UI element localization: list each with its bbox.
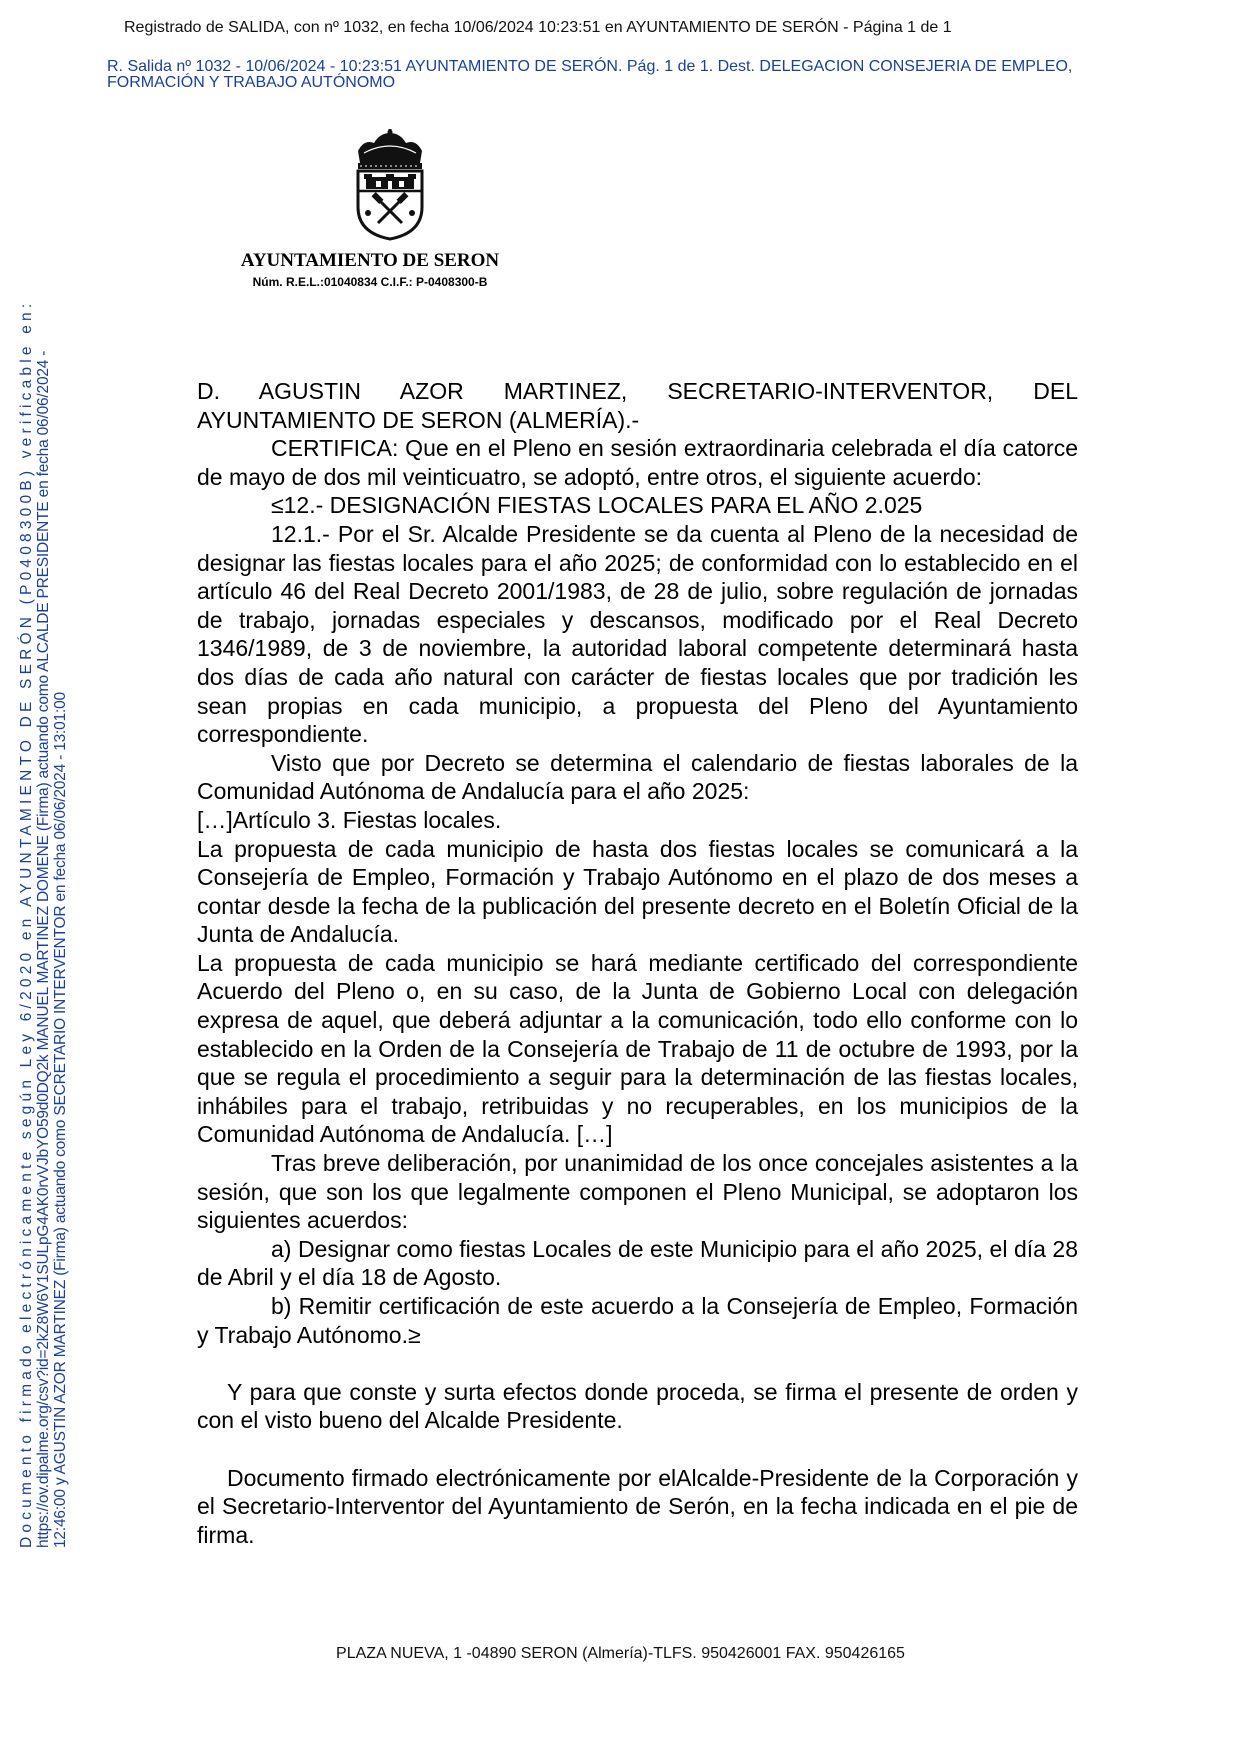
deliberacion-paragraph: Tras breve deliberación, por unanimidad de los once concejales asistentes a la sesión, que son los que legalmente componen el Pleno Municipal, se adoptaron los siguientes acuerdos:	[197, 1150, 1078, 1234]
verification-stamp	[18, 198, 69, 1548]
certifica-paragraph	[197, 434, 1078, 491]
verification-line-1: Documento firmado electrónicamente según Ley 6/2020 en AYUNTAMIENTO DE SERÓN (P0408300B) verificable en:	[18, 299, 35, 1548]
certificate-body	[197, 377, 1078, 1549]
registry-header: Registrado de SALIDA, con nº 1032, en fecha 10/06/2024 10:23:51 en AYUNTAMIENTO DE SERÓN - Página 1 de 1	[124, 19, 952, 36]
paragraph-12-1: 12.1.- Por el Sr. Alcalde Presidente se da cuenta al Pleno de la necesidad de designar las fiestas locales para el año 2025; de conformidad con lo establecido en el artículo 46 del Real Decreto 2001/1983, de 28 de julio, sobre regulación de jornadas de trabajo, jornadas especiales y descansos, modificado por el Real Decreto 1346/1989, de 3 de noviembre, la autoridad laboral competente determinará hasta dos días de cada año natural con carácter de fiestas locales que por tradición les sean propias en cada municipio, a propuesta del Pleno del Ayuntamiento correspondiente.	[197, 520, 1078, 748]
organization-name: AYUNTAMIENTO DE SERON	[240, 250, 500, 271]
articulo-heading: […]Artículo 3. Fiestas locales.	[197, 806, 502, 833]
acuerdo-b: b) Remitir certificación de este acuerdo a la Consejería de Empleo, Formación y Trabajo Autónomo.≥	[197, 1293, 1078, 1348]
verification-line-2: https://ov.dipalme.org/csv?id=2kZ8W6V1SULpG4AK0rvVJbYO59d0DQ2k MANUEL MARTINEZ DOMENE (Firma) actuando como ALCALDE PRESIDENTE en fecha 06/06/2024 -	[35, 350, 52, 1548]
intro-paragraph: D. AGUSTIN AZOR MARTINEZ, SECRETARIO-INTERVENTOR, DEL AYUNTAMIENTO DE SERON (ALMERÍA).-	[197, 378, 1078, 433]
visto-paragraph: Visto que por Decreto se determina el calendario de fiestas laborales de la Comunidad Autónoma de Andalucía para el año 2025:	[197, 749, 1078, 805]
certifica-text: Que en el Pleno en sesión extraordinaria celebrada el día catorce de mayo de dos mil veinticuatro, se adoptó, entre otros, el siguiente acuerdo:	[197, 435, 1078, 490]
salida-stamp: R. Salida nº 1032 - 10/06/2024 - 10:23:51 AYUNTAMIENTO DE SERÓN. Pág. 1 de 1. Dest. DELEGACION CONSEJERIA DE EMPLEO, FORMACIÓN Y TRABAJO AUTÓNOMO	[107, 58, 1073, 91]
signature-note: Documento firmado electrónicamente por elAlcalde-Presidente de la Corporación y el Secretario-Interventor del Ayuntamiento de Serón, en la fecha indicada en el pie de firma.	[197, 1464, 1078, 1548]
closing-paragraph: Y para que conste y surta efectos donde proceda, se firma el presente de orden y con el visto bueno del Alcalde Presidente.	[197, 1378, 1078, 1434]
propuesta-paragraph-2: La propuesta de cada municipio se hará mediante certificado del correspondiente Acuerdo del Pleno o, en su caso, de la Junta de Gobierno Local con delegación expresa de aquel, que deberá adjuntar a la comunicación, todo ello conforme con lo establecido en la Orden de la Consejería de Trabajo de 11 de octubre de 1993, por la que se regula el procedimiento a seguir para la determinación de las fiestas locales, inhábiles para el trabajo, retribuidas y no recuperables, en los municipios de la Comunidad Autónoma de Andalucía. […]	[197, 949, 1078, 1148]
propuesta-paragraph-1: La propuesta de cada municipio de hasta dos fiestas locales se comunicará a la Consejería de Empleo, Formación y Trabajo Autónomo en el plazo de dos meses a contar desde la fecha de la publicación del presente decreto en el Boletín Oficial de la Junta de Andalucía.	[197, 835, 1078, 948]
point-title: ≤12.- DESIGNACIÓN FIESTAS LOCALES PARA EL AÑO 2.025	[271, 492, 923, 519]
verification-line-3: 12:46:00 y AGUSTIN AZOR MARTINEZ (Firma) actuando como SECRETARIO INTERVENTOR en fecha 06/06/2024 - 13:01:00	[52, 692, 69, 1548]
footer-address: PLAZA NUEVA, 1 -04890 SERON (Almería)-TLFS. 950426001 FAX. 950426165	[336, 1645, 905, 1662]
organization-identifiers: Núm. R.E.L.:01040834 C.I.F.: P-0408300-B	[252, 275, 488, 289]
coat-of-arms-icon	[350, 129, 430, 241]
acuerdo-a: a) Designar como fiestas Locales de este Municipio para el año 2025, el día 28 de Abril y el día 18 de Agosto.	[197, 1235, 1078, 1291]
certifica-label: CERTIFICA:	[271, 435, 399, 462]
